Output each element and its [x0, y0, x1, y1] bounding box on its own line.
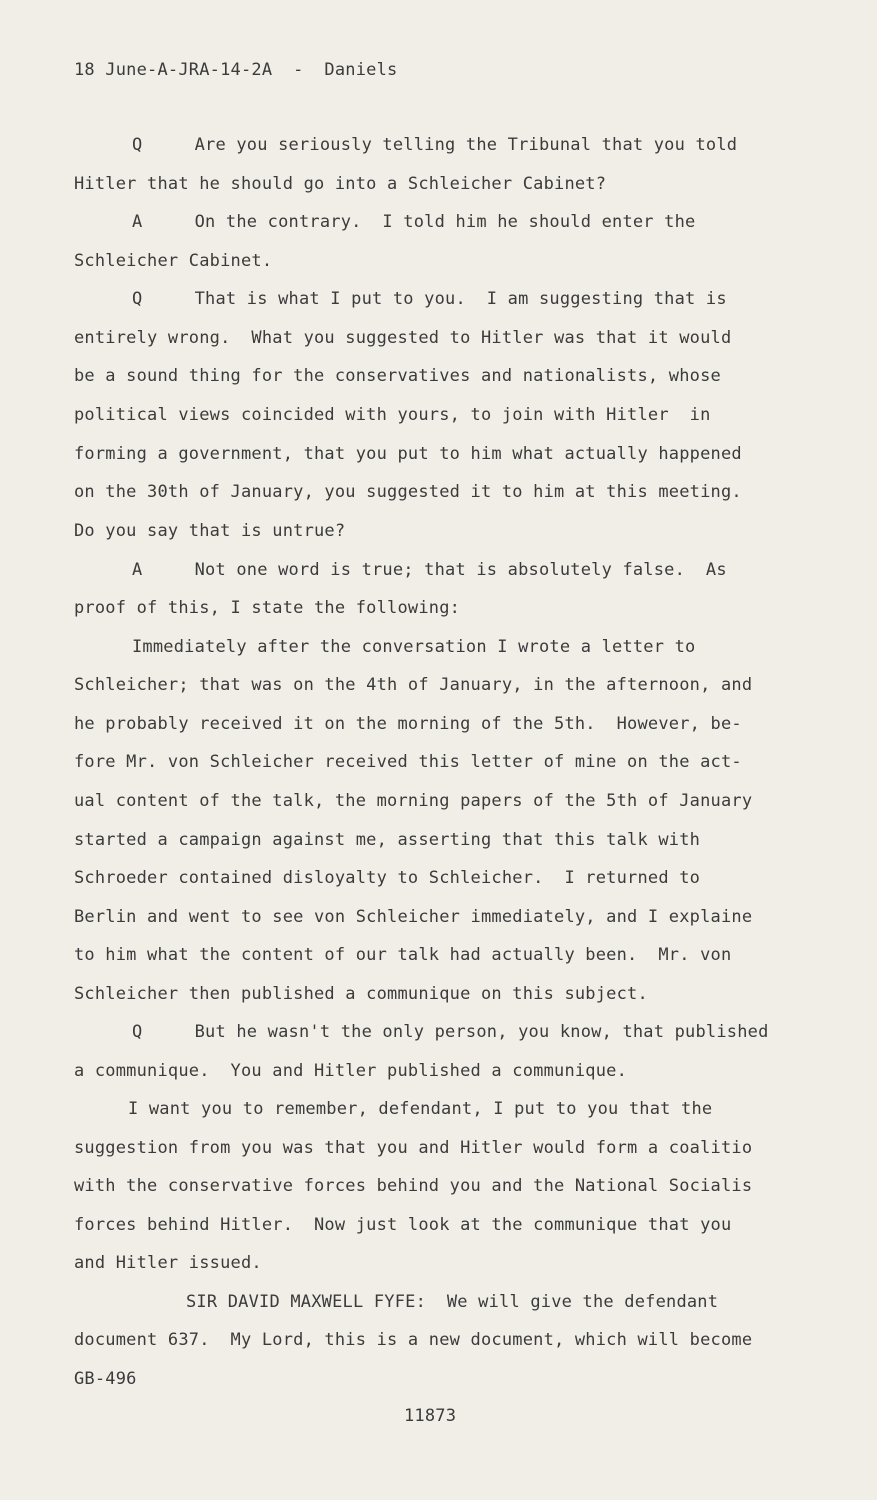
transcript-line: Schleicher Cabinet.: [74, 251, 273, 271]
transcript-line: GB-496: [74, 1369, 137, 1389]
transcript-line: I want you to remember, defendant, I put to you that the: [128, 1099, 713, 1119]
transcript-line: he probably received it on the morning of the 5th. However, be-: [74, 714, 742, 734]
transcript-line: a communique. You and Hitler published a communique.: [74, 1061, 628, 1081]
transcript-line: and Hitler issued.: [74, 1253, 262, 1273]
transcript-line: Berlin and went to see von Schleicher immediately, and I explaine: [74, 907, 753, 927]
page-header: 18 June-A-JRA-14-2A - Daniels: [74, 60, 398, 80]
transcript-line: entirely wrong. What you suggested to Hitler was that it would: [74, 328, 732, 348]
transcript-line: Schleicher; that was on the 4th of January, in the afternoon, and: [74, 675, 753, 695]
transcript-line: to him what the content of our talk had actually been. Mr. von: [74, 945, 732, 965]
transcript-line: with the conservative forces behind you and the National Socialis: [74, 1176, 753, 1196]
transcript-line: forces behind Hitler. Now just look at the communique that you: [74, 1215, 732, 1235]
transcript-line: A On the contrary. I told him he should enter the: [132, 212, 696, 232]
transcript-line: suggestion from you was that you and Hitler would form a coalitio: [74, 1138, 753, 1158]
transcript-line: Q Are you seriously telling the Tribunal that you told: [132, 135, 738, 155]
transcript-line: Do you say that is untrue?: [74, 521, 346, 541]
transcript-line: proof of this, I state the following:: [74, 598, 461, 618]
transcript-line: Schroeder contained disloyalty to Schleicher. I returned to: [74, 868, 701, 888]
transcript-line: started a campaign against me, asserting that this talk with: [74, 830, 701, 850]
transcript-line: on the 30th of January, you suggested it to him at this meeting.: [74, 482, 742, 502]
transcript-line: fore Mr. von Schleicher received this letter of mine on the act-: [74, 752, 742, 772]
transcript-line: SIR DAVID MAXWELL FYFE: We will give the defendant: [186, 1292, 719, 1312]
transcript-line: forming a government, that you put to him what actually happened: [74, 444, 742, 464]
transcript-line: Immediately after the conversation I wrote a letter to: [132, 637, 696, 657]
transcript-line: Q But he wasn't the only person, you know, that published: [132, 1022, 769, 1042]
transcript-line: document 637. My Lord, this is a new document, which will become: [74, 1330, 753, 1350]
transcript-line: be a sound thing for the conservatives and nationalists, whose: [74, 366, 721, 386]
transcript-line: A Not one word is true; that is absolutely false. As: [132, 560, 727, 580]
page-number: 11873: [404, 1406, 457, 1426]
transcript-line: Hitler that he should go into a Schleicher Cabinet?: [74, 174, 607, 194]
transcript-line: Schleicher then published a communique on this subject.: [74, 984, 648, 1004]
transcript-line: ual content of the talk, the morning papers of the 5th of January: [74, 791, 753, 811]
transcript-line: political views coincided with yours, to join with Hitler in: [74, 405, 711, 425]
transcript-line: Q That is what I put to you. I am suggesting that is: [132, 289, 727, 309]
